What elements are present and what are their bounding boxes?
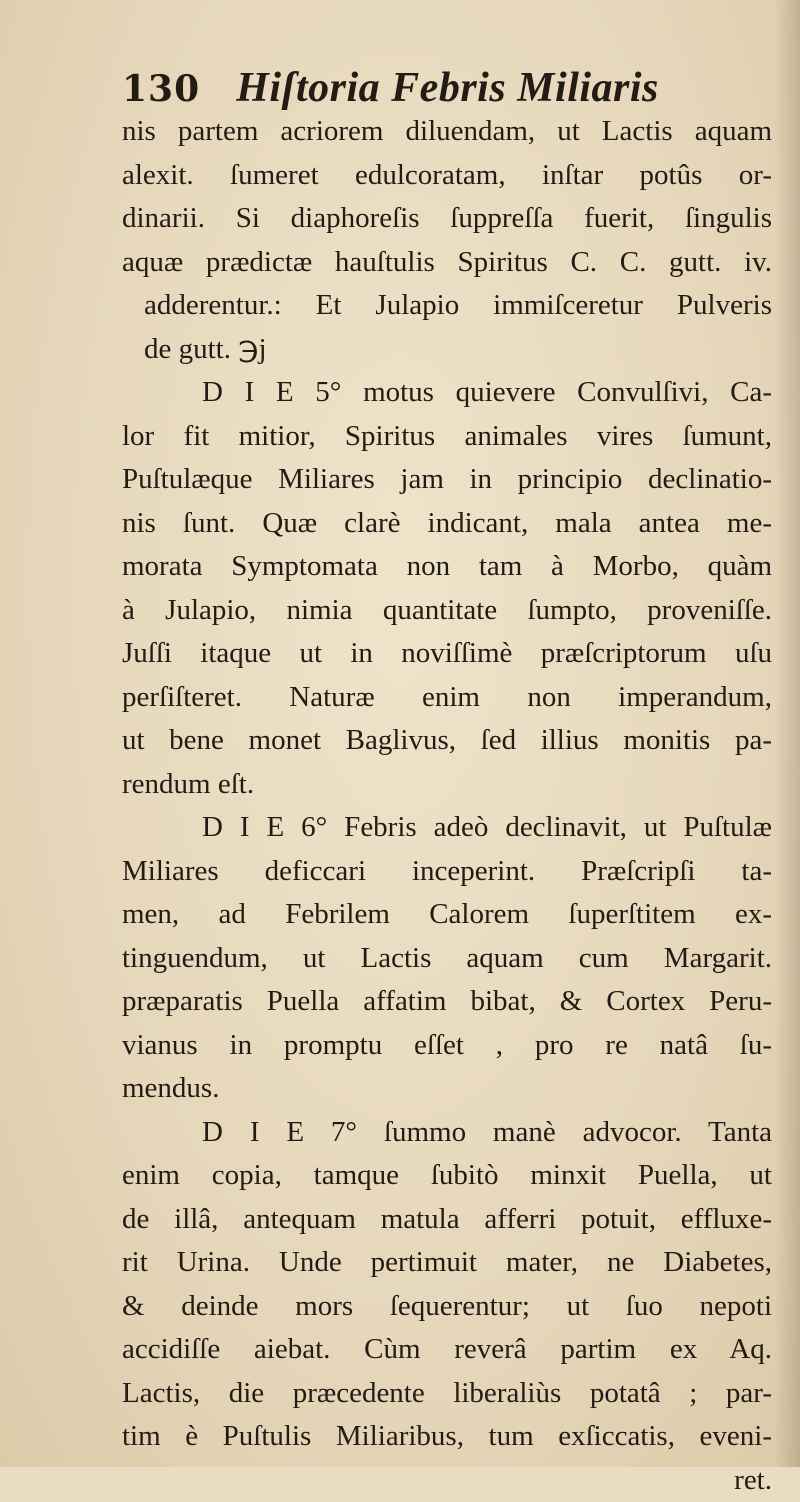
text-line: præparatis Puella affatim bibat, & Cortex Peru- (122, 980, 772, 1024)
text-line: tim è Puſtulis Miliaribus, tum exſiccatis, eveni- (122, 1415, 772, 1459)
text-line: D I E 6° Febris adeò declinavit, ut Puſtulæ (122, 806, 772, 850)
body-text (122, 110, 772, 1502)
text-line: Juſſi itaque ut in noviſſimè præſcriptorum uſu (122, 632, 772, 676)
text-line: & deinde mors ſequerentur; ut ſuo nepoti (122, 1285, 772, 1329)
page-gutter-shadow (774, 0, 800, 1467)
text-line: D I E 7° ſummo manè advocor. Tanta (122, 1111, 772, 1155)
catchword: ret. (122, 1459, 772, 1502)
text-line: aquæ prædictæ hauſtulis Spiritus C. C. gutt. iv. (122, 241, 772, 285)
text-line: mendus. (122, 1067, 772, 1111)
text-line: de illâ, antequam matula afferri potuit, effluxe- (122, 1198, 772, 1242)
text-line: perſiſteret. Naturæ enim non imperandum, (122, 676, 772, 720)
text-line: accidiſſe aiebat. Cùm reverâ partim ex Aq. (122, 1328, 772, 1372)
text-line: Lactis, die præcedente liberaliùs potatâ ; par- (122, 1372, 772, 1416)
text-line: men, ad Febrilem Calorem ſuperſtitem ex- (122, 893, 772, 937)
text-line: ut bene monet Baglivus, ſed illius monitis pa- (122, 719, 772, 763)
page-header (122, 66, 659, 110)
text-line: nis ſunt. Quæ clarè indicant, mala antea me- (122, 502, 772, 546)
text-line: tinguendum, ut Lactis aquam cum Margarit. (122, 937, 772, 981)
text-line: rendum eſt. (122, 763, 772, 807)
text-line: adderentur.: Et Julapio immiſceretur Pulveris (122, 284, 772, 328)
running-title: Hiſtoria Febris Miliaris (236, 66, 659, 110)
text-line: alexit. ſumeret edulcoratam, inſtar potûs or- (122, 154, 772, 198)
text-line: de gutt. ℈j (122, 328, 772, 372)
text-line: morata Symptomata non tam à Morbo, quàm (122, 545, 772, 589)
text-line: Miliares deficcari inceperint. Præſcripſi ta- (122, 850, 772, 894)
text-line: vianus in promptu eſſet , pro re natâ ſu- (122, 1024, 772, 1068)
text-line: à Julapio, nimia quantitate ſumpto, proveniſſe. (122, 589, 772, 633)
page-number: 130 (122, 67, 200, 111)
text-line: enim copia, tamque ſubitò minxit Puella, ut (122, 1154, 772, 1198)
text-line: D I E 5° motus quievere Convulſivi, Ca- (122, 371, 772, 415)
text-line: nis partem acriorem diluendam, ut Lactis aquam (122, 110, 772, 154)
text-line: rit Urina. Unde pertimuit mater, ne Diabetes, (122, 1241, 772, 1285)
text-line: dinarii. Si diaphoreſis ſuppreſſa fuerit, ſingulis (122, 197, 772, 241)
text-line: lor fit mitior, Spiritus animales vires ſumunt, (122, 415, 772, 459)
text-line: Puſtulæque Miliares jam in principio declinatio- (122, 458, 772, 502)
